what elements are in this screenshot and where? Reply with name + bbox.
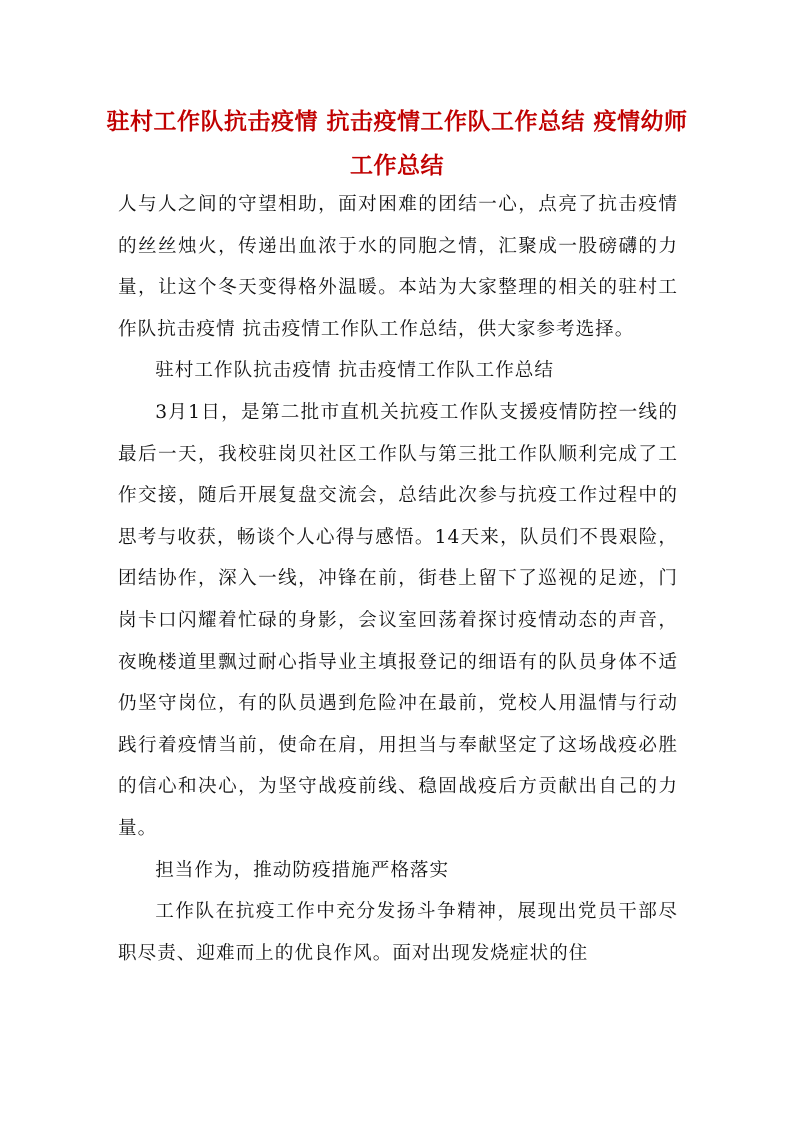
summary-paragraph: 3月1日，是第二批市直机关抗疫工作队支援疫情防控一线的最后一天，我校驻岗贝社区工作队与第三批工作队顺利完成了工作交接，随后开展复盘交流会，总结此次参与抗疫工作过程中的思考与收获，畅谈个人心得与感悟。14天来，队员们不畏艰险，团结协作，深入一线，冲锋在前，街巷上留下了巡视的足迹，门岗卡口闪耀着忙碌的身影，会议室回荡着探讨疫情动态的声音，夜晚楼道里飘过耐心指导业主填报登记的细语有的队员身体不适仍坚守岗位，有的队员遇到危险冲在最前，党校人用温情与行动践行着疫情当前，使命在肩，用担当与奉献坚定了这场战疫必胜的信心和决心，为坚守战疫前线、稳固战疫后方贡献出自己的力量。 xyxy=(118,401,678,839)
document-title: 驻村工作队抗击疫情 抗击疫情工作队工作总结 疫情幼师工作总结 xyxy=(106,108,688,179)
section-heading: 驻村工作队抗击疫情 抗击疫情工作队工作总结 xyxy=(155,360,554,382)
intro-paragraph: 人与人之间的守望相助，面对困难的团结一心，点亮了抗击疫情的丝丝烛火，传递出血浓于水的同胞之情，汇聚成一股磅礴的力量，让这个冬天变得格外温暖。本站为大家整理的相关的驻村工作队抗击疫情 抗击疫情工作队工作总结，供大家参考选择。 xyxy=(118,194,678,340)
detail-paragraph: 工作队在抗疫工作中充分发扬斗争精神，展现出党员干部尽职尽责、迎难而上的优良作风。面对出现发烧症状的住 xyxy=(118,901,678,964)
document-body xyxy=(118,184,678,974)
subsection-heading: 担当作为，推动防疫措施严格落实 xyxy=(155,859,450,881)
